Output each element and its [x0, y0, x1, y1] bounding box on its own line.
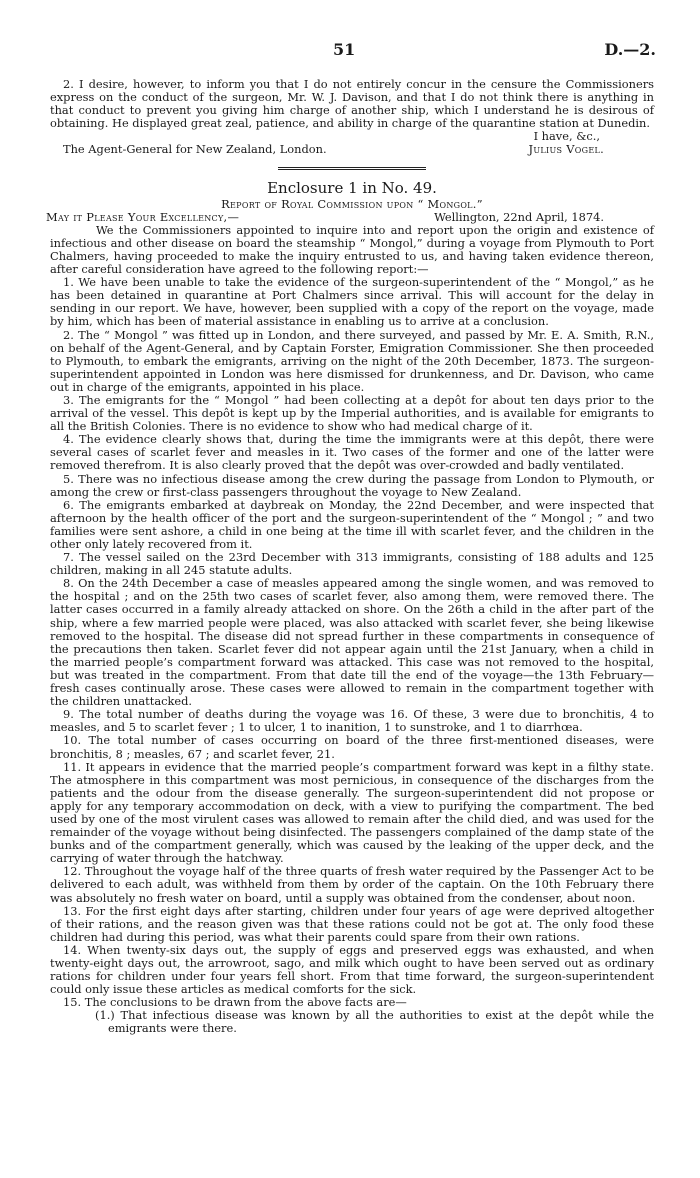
document-body	[46, 77, 654, 1036]
report-title: Report of Royal Commission upon “ Mongol.”	[221, 196, 483, 211]
report-paragraph: 2. The “ Mongol ” was fitted up in London, and there surveyed, and passed by Mr. E. A. Smith, R.N., on behalf of the Agent-General, and by Captain Forster, Emigration Commissioner. She then proceeded to Plymouth, to embark the emigrants, arriving on the night of the 20th December, 1873. The surgeon-superintendent appointed in London was here dismissed for drunkenness, and Dr. Davison, who came out in charge of the emigrants, appointed in his place.	[50, 327, 654, 394]
page-number: 51	[333, 40, 356, 59]
report-paragraph: 3. The emigrants for the “ Mongol ” had been collecting at a depôt for about ten days prior to the arrival of the vessel. This depôt is kept up by the Imperial authorities, and is available for emigrants to all the British Colonies. There is no evidence to show who had medical charge of it.	[50, 392, 654, 434]
report-paragraph: 15. The conclusions to be drawn from the above facts are—	[63, 995, 407, 1010]
report-paragraph: 12. Throughout the voyage half of the three quarts of fresh water required by the Passenger Act to be delivered to each adult, was withheld from them by order of the captain. On the 10th February there was absolutely no fresh water on board, until a supply was obtained from the condenser, about noon.	[50, 864, 654, 905]
report-paragraph: 9. The total number of deaths during the voyage was 16. Of these, 3 were due to bronchitis, 4 to measles, and 5 to scarlet fever ; 1 to ulcer, 1 to inanition, 1 to sunstroke, and 1 to diarrhœa.	[50, 707, 654, 735]
letter-addressee: The Agent-General for New Zealand, London.	[63, 142, 327, 157]
section-divider	[278, 167, 426, 170]
letter-closing: I have, &c.,	[533, 129, 600, 144]
letter-paragraph-2: 2. I desire, however, to inform you that I do not entirely concur in the censure the Commissioners express on the conduct of the surgeon, Mr. W. J. Davison, and that I do not think there is anything in that conduct to prevent you giving him charge of another ship, which I understand he is desirous of obtaining. He displayed great zeal, patience, and ability in charge of the quarantine station at Dunedin.	[50, 77, 654, 131]
report-paragraph: 14. When twenty-six days out, the supply of eggs and preserved eggs was exhausted, and when twenty-eight days out, the arrowroot, sago, and milk which ought to have been served out as ordinary rations for children under four years fell short. From that time forward, the surgeon-superintendent could only issue these articles as medical comforts for the sick.	[50, 942, 654, 997]
report-paragraph: 4. The evidence clearly shows that, during the time the immigrants were at this depôt, there were several cases of scarlet fever and measles in it. Two cases of the former and one of the latter were removed therefrom. It is also clearly proved that the depôt was over-crowded and badly ventilated.	[50, 432, 654, 473]
report-paragraph: 13. For the first eight days after starting, children under four years of age were deprived altogether of their rations, and the reason given was that these rations could not be got at. The only food these children had during this period, was what their parents could spare from their own rations.	[50, 903, 654, 944]
conclusion-subpoint: (1.) That infectious disease was known by all the authorities to exist at the depôt while the emigrants were there.	[95, 1008, 654, 1036]
salutation: May it Please Your Excellency,—	[46, 209, 240, 224]
report-paragraph: 1. We have been unable to take the evidence of the surgeon-superintendent of the “ Mongol,” as he has been detained in quarantine at Port Chalmers since arrival. This will account for the delay in sending in our report. We have, however, been supplied with a copy of the report on the voyage, made by him, which has been of material assistance in enabling us to arrive at a conclusion.	[50, 275, 654, 329]
report-intro: We the Commissioners appointed to inquire into and report upon the origin and existence of infectious and other disease on board the steamship “ Mongol,” during a voyage from Plymouth to Port Chalmers, having proceeded to make the inquiry entrusted to us, and having taken evidence thereon, after careful consideration have agreed to the following report:—	[50, 222, 654, 277]
salutation-row	[46, 209, 654, 224]
letter-signature: Julius Vogel.	[528, 142, 604, 157]
report-paragraph: 6. The emigrants embarked at daybreak on Monday, the 22nd December, and were inspected that afternoon by the health officer of the port and the surgeon-superintendent of the “ Mongol ; ” and two families were sent ashore, a child in one being at the time ill with scarlet fever, and the children in the other only lately recovered from it.	[50, 497, 654, 551]
letter-footer	[50, 143, 654, 156]
report-paragraph: 11. It appears in evidence that the married people’s compartment forward was kept in a filthy state. The atmosphere in this compartment was most pernicious, in consequence of the discharges from the patients and the odour from the disease generally. The surgeon-superintendent did not propose or apply for any temporary accommodation on deck, with a view to purifying the compartment. The bed used by one of the most virulent cases was allowed to remain after the child died, and was used for the remainder of the voyage without being disinfected. The passengers complained of the damp state of the bunks and of the compartment generally, which was caused by the leaking of the upper deck, and the carrying of water through the hatchway.	[50, 759, 654, 866]
place-date: Wellington, 22nd April, 1874.	[434, 209, 604, 224]
report-paragraph: 8. On the 24th December a case of measles appeared among the single women, and was removed to the hospital ; and on the 25th two cases of scarlet fever, also among them, were removed there. The latter cases occurred in a family already attacked on shore. On the 26th a child in the after part of the ship, where a few married people were placed, was also attacked with scarlet fever, she being likewise removed to the hospital. The disease did not spread further in these compartments in consequence of the precautions then taken. Scarlet fever did not appear again until the 21st January, when a child in the married people’s compartment forward was attacked. This case was not removed to the hospital, but was treated in the compartment. From that date till the end of the voyage—the 13th February—fresh cases continually arose. These cases were allowed to remain in the compartment together with the children unattacked.	[50, 576, 654, 709]
report-paragraph: 5. There was no infectious disease among the crew during the passage from London to Plymouth, or among the crew or first-class passengers throughout the voyage to New Zealand.	[50, 471, 654, 499]
report-paragraph: 7. The vessel sailed on the 23rd December with 313 immigrants, consisting of 188 adults and 125 children, making in all 245 statute adults.	[50, 550, 654, 578]
enclosure-title: Enclosure 1 in No. 49.	[267, 178, 437, 197]
report-paragraph: 10. The total number of cases occurring on board of the three first-mentioned diseases, were bronchitis, 8 ; measles, 67 ; and scarlet fever, 21.	[50, 733, 654, 761]
page-header	[0, 40, 700, 62]
document-reference: D.—2.	[604, 40, 656, 59]
